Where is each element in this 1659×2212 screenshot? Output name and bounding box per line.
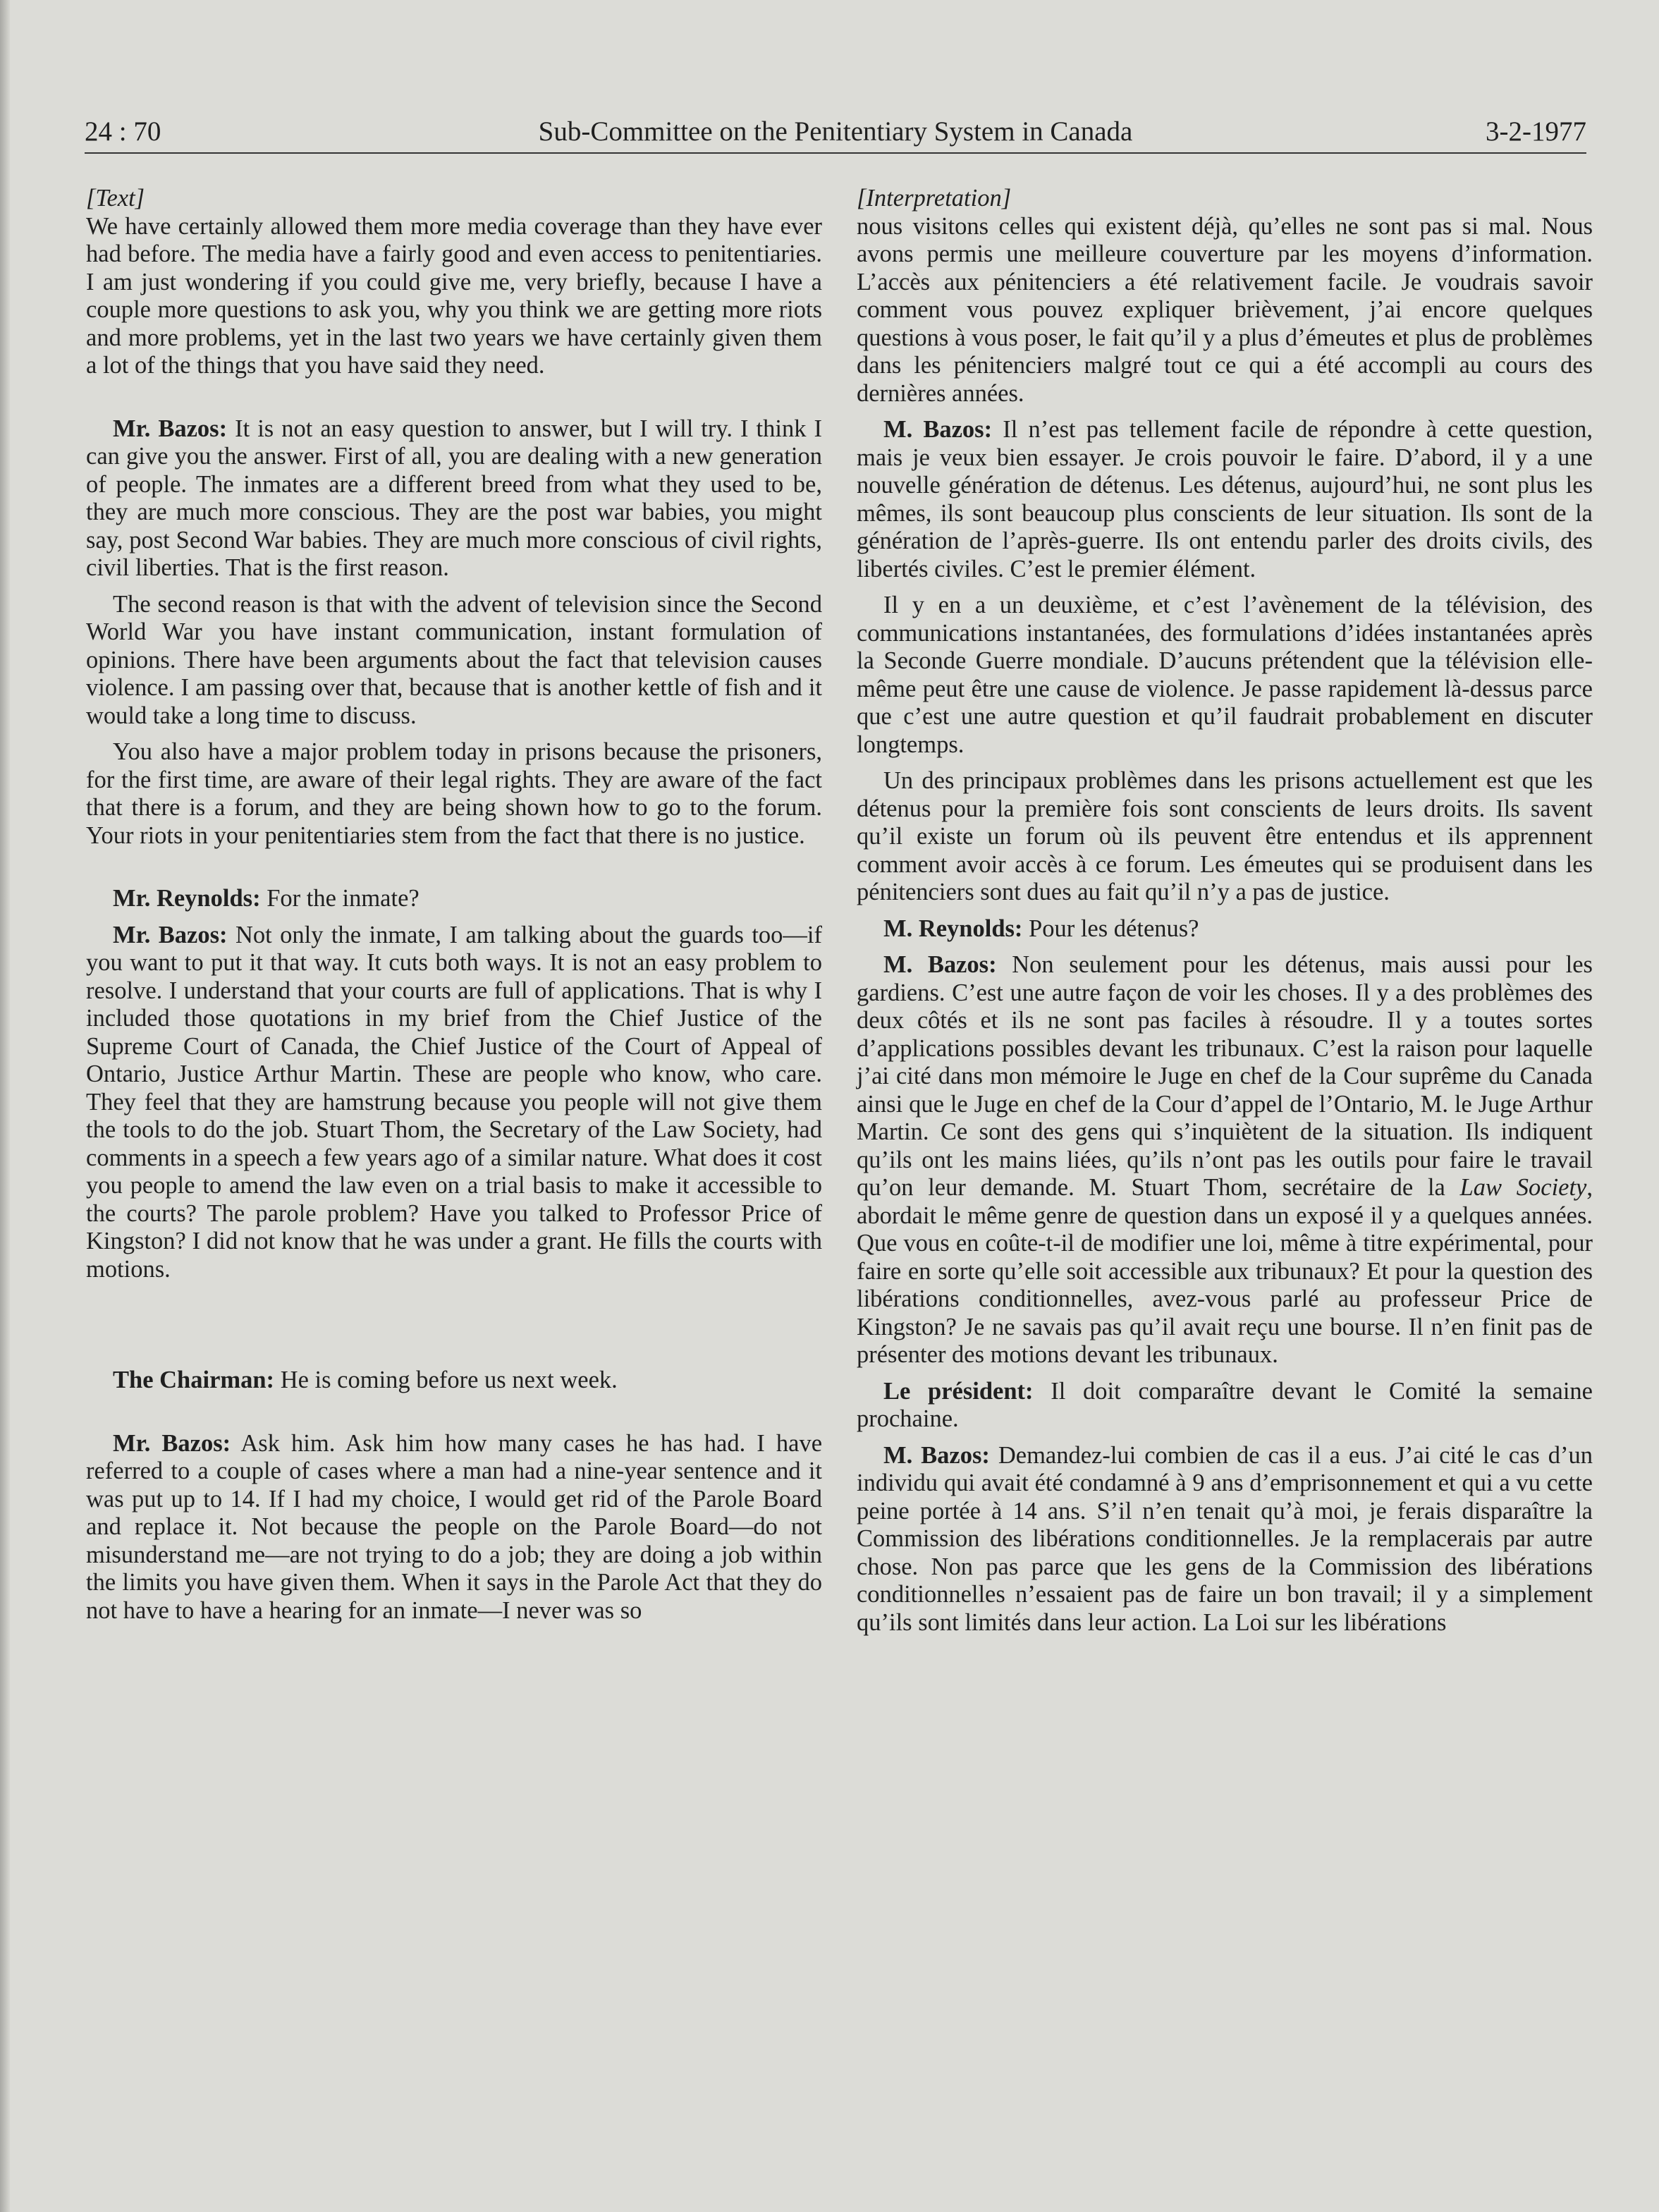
spacer bbox=[857, 759, 1593, 767]
speaker-name: Le président: bbox=[883, 1377, 1034, 1405]
spacer bbox=[857, 1369, 1593, 1378]
speech-text: He is coming before us next week. bbox=[274, 1367, 618, 1393]
paragraph bbox=[857, 915, 1593, 943]
paragraph: Un des principaux problèmes dans les prisons actuellement est que les détenus pour la première fois sont conscients de leurs droits. Ils savent qu’il existe un forum où ils peuvent être entendus et ils apprennent comment avoir accès à ce forum. Les émeutes qui se produisent dans les pénitenciers sont dues au fait qu’il n’y a pas de justice. bbox=[857, 767, 1593, 905]
speaker-name: Mr. Bazos: bbox=[113, 921, 228, 948]
interpretation-label: [Interpretation] bbox=[857, 185, 1012, 212]
speaker-name: M. Bazos: bbox=[883, 951, 997, 978]
speech-text: It is not an easy question to answer, but I will try. I think I can give you the answer. First of all, you are dealing with a new generation of people. The inmates are a different breed from what they used to be, they are much more conscious. They are the post war babies, you might say, post Second War babies. They are much more conscious of civil rights, civil liberties. That is the first reason. bbox=[86, 415, 822, 581]
speech-text: Il n’est pas tellement facile de répondre à cette question, mais je veux bien essayer. Je crois pouvoir le faire. D’abord, il y a une nouvelle génération de détenus. Les détenus, aujourd’hui, ne sont plus les mêmes, ils sont beaucoup plus conscients de leur situation. Ils sont de la génération de l’après-guerre. Ils ont entendu parler des droits civils, des libertés civiles. C’est le premier élément. bbox=[857, 416, 1593, 582]
paragraph bbox=[857, 951, 1593, 1369]
paragraph: nous visitons celles qui existent déjà, qu’elles ne sont pas si mal. Nous avons permis une meilleure couverture par les moyens d’information. L’accès aux pénitenciers a été relativement facile. Je voudrais savoir comment vous pouvez expliquer brièvement, j’ai encore quelques questions à vous poser, le fait qu’il y a plus d’émeutes et plus de problèmes dans les pénitenciers malgré tout ce qui a été accompli au cours des dernières années. bbox=[857, 212, 1593, 407]
speaker-name: Mr. Reynolds: bbox=[113, 885, 261, 912]
french-column bbox=[857, 185, 1593, 1637]
law-society-italic: Law Society bbox=[1459, 1174, 1587, 1201]
page-header bbox=[85, 113, 1586, 154]
paragraph bbox=[857, 416, 1593, 583]
speech-text: Non seulement pour les détenus, mais aussi pour les gardiens. C’est une autre façon de voir les choses. Il y a des problèmes des deux côtés et ils ne sont pas faciles à résoudre. Il y a toutes sortes d’applications possibles devant les tribunaux. C’est la raison pour laquelle j’ai cité dans mon mémoire le Juge en chef de la Cour suprême du Canada ainsi que le Juge en chef de la Cour d’appel de l’Ontario, M. le Juge Arthur Martin. Ce sont des gens qui s’inquiètent de la situation. Ils indiquent qu’ils ont les mains liées, qu’ils n’ont pas les outils pour faire le travail qu’on leur demande. M. Stuart Thom, secrétaire de la bbox=[857, 951, 1593, 1201]
paragraph: Il y en a un deuxième, et c’est l’avènement de la télévision, des communications instantanées, des formulations d’idées instantanées après la Seconde Guerre mondiale. D’aucuns prétendent que la télévision elle-même peut être une cause de violence. Je passe rapidement là-dessus parce que c’est une autre question et qu’il faudrait probablement en discuter longtemps. bbox=[857, 592, 1593, 758]
speech-text: Demandez-lui combien de cas il a eus. J’ai cité le cas d’un individu qui avait été condamné à 9 ans d’emprisonnement et qui a vu cette peine portée à 14 ans. S’il n’en tenait qu’à moi, je ferais disparaître la Commission des libérations conditionnelles. Je la remplacerais par autre chose. Non pas parce que les gens de la Commission des libérations conditionnelles n’essaient pas de faire un bon travail; il y a simplement qu’ils sont limités dans leur action. La Loi sur les libérations bbox=[857, 1441, 1593, 1636]
spacer bbox=[86, 1283, 822, 1367]
page-date: 3-2-1977 bbox=[1486, 116, 1586, 147]
speech-text: Il doit comparaître devant le Comité la semaine prochaine. bbox=[857, 1377, 1593, 1432]
paragraph bbox=[857, 1378, 1593, 1434]
speaker-name: Mr. Bazos: bbox=[113, 415, 228, 442]
spacer bbox=[857, 583, 1593, 592]
paragraph: We have certainly allowed them more media coverage than they have ever had before. The media have a fairly good and even access to penitentiaries. I am just wondering if you could give me, very briefly, because I have a couple more questions to ask you, why you think we are getting more riots and more problems, yet in the last two years we have certainly given them a lot of the things that you have said they need. bbox=[86, 212, 822, 379]
spacer bbox=[86, 913, 822, 922]
english-column bbox=[86, 185, 822, 1625]
paragraph bbox=[86, 415, 822, 582]
paragraph bbox=[86, 1430, 822, 1625]
speech-text: Not only the inmate, I am talking about the guards too—if you want to put it that way. It cuts both ways. It is not an easy problem to resolve. I understand that your courts are full of applications. That is why I included those quotations in my brief from the Chief Justice of the Supreme Court of Canada, the Chief Justice of the Court of Appeal of Ontario, Justice Arthur Martin. These are people who know, who care. They feel that they are hamstrung because you people will not give them the tools to do the job. Stuart Thom, the Secretary of the Law Society, had comments in a speech a few years ago of a similar nature. What does it cost you people to amend the law even on a trial basis to make it accessible to the courts? The parole problem? Have you talked to Professor Price of Kingston? I did not know that he was under a grant. He fills the courts with motions. bbox=[86, 921, 822, 1283]
spacer bbox=[857, 907, 1593, 915]
spacer bbox=[857, 408, 1593, 416]
paragraph bbox=[86, 885, 822, 913]
speech-text: For the inmate? bbox=[260, 885, 420, 912]
speaker-name: M. Bazos: bbox=[883, 416, 993, 443]
speaker-name: M. Reynolds: bbox=[883, 915, 1023, 942]
spacer bbox=[86, 730, 822, 738]
paragraph bbox=[857, 1442, 1593, 1637]
speech-text: Pour les détenus? bbox=[1022, 915, 1199, 942]
spacer bbox=[86, 850, 822, 885]
paragraph: You also have a major problem today in prisons because the prisoners, for the first time, are aware of their legal rights. They are aware of the fact that there is a forum, and they are being shown how to go to the forum. Your riots in your penitentiaries stem from the fact that there is no justice. bbox=[86, 738, 822, 849]
spacer bbox=[857, 1434, 1593, 1442]
speech-text: Ask him. Ask him how many cases he has had. I have referred to a couple of cases where a man had a nine-year sentence and it was put up to 14. If I had my choice, I would get rid of the Parole Board and replace it. Not because the people on the Parole Board—do not misunderstand me—are not trying to do a job; they are doing a job within the limits you have given them. When it says in the Parole Act that they do not have to have a hearing for an inmate—I never was so bbox=[86, 1429, 823, 1624]
paragraph: The second reason is that with the advent of television since the Second World War you have instant communication, instant formulation of opinions. There have been arguments about the fact that television causes violence. I am passing over that, because that is another kettle of fish and it would take a long time to discuss. bbox=[86, 590, 822, 729]
spacer bbox=[86, 380, 822, 415]
spacer bbox=[86, 582, 822, 591]
spacer bbox=[857, 943, 1593, 951]
running-title: Sub-Committee on the Penitentiary System in Canada bbox=[538, 116, 1133, 147]
speaker-name: The Chairman: bbox=[113, 1367, 275, 1393]
page-edge bbox=[0, 0, 10, 2212]
paragraph bbox=[86, 1367, 822, 1395]
text-label: [Text] bbox=[86, 185, 145, 212]
spacer bbox=[86, 1395, 822, 1430]
paragraph bbox=[86, 922, 822, 1284]
page-number: 24 : 70 bbox=[85, 116, 161, 147]
speaker-name: M. Bazos: bbox=[883, 1441, 990, 1469]
speaker-name: Mr. Bazos: bbox=[113, 1429, 231, 1457]
speech-text: , abordait le même genre de question dans un exposé il y a quelques années. Que vous en coûte-t-il de modifier une loi, même à titre expérimental, pour faire en sorte qu’elle soit accessible aux tribunaux? Et pour la question des libérations conditionnelles, avez-vous parlé au professeur Price de Kingston? Je ne savais pas qu’il avait reçu une bourse. Il n’en finit pas de présenter des motions devant les tribunaux. bbox=[857, 1174, 1593, 1368]
